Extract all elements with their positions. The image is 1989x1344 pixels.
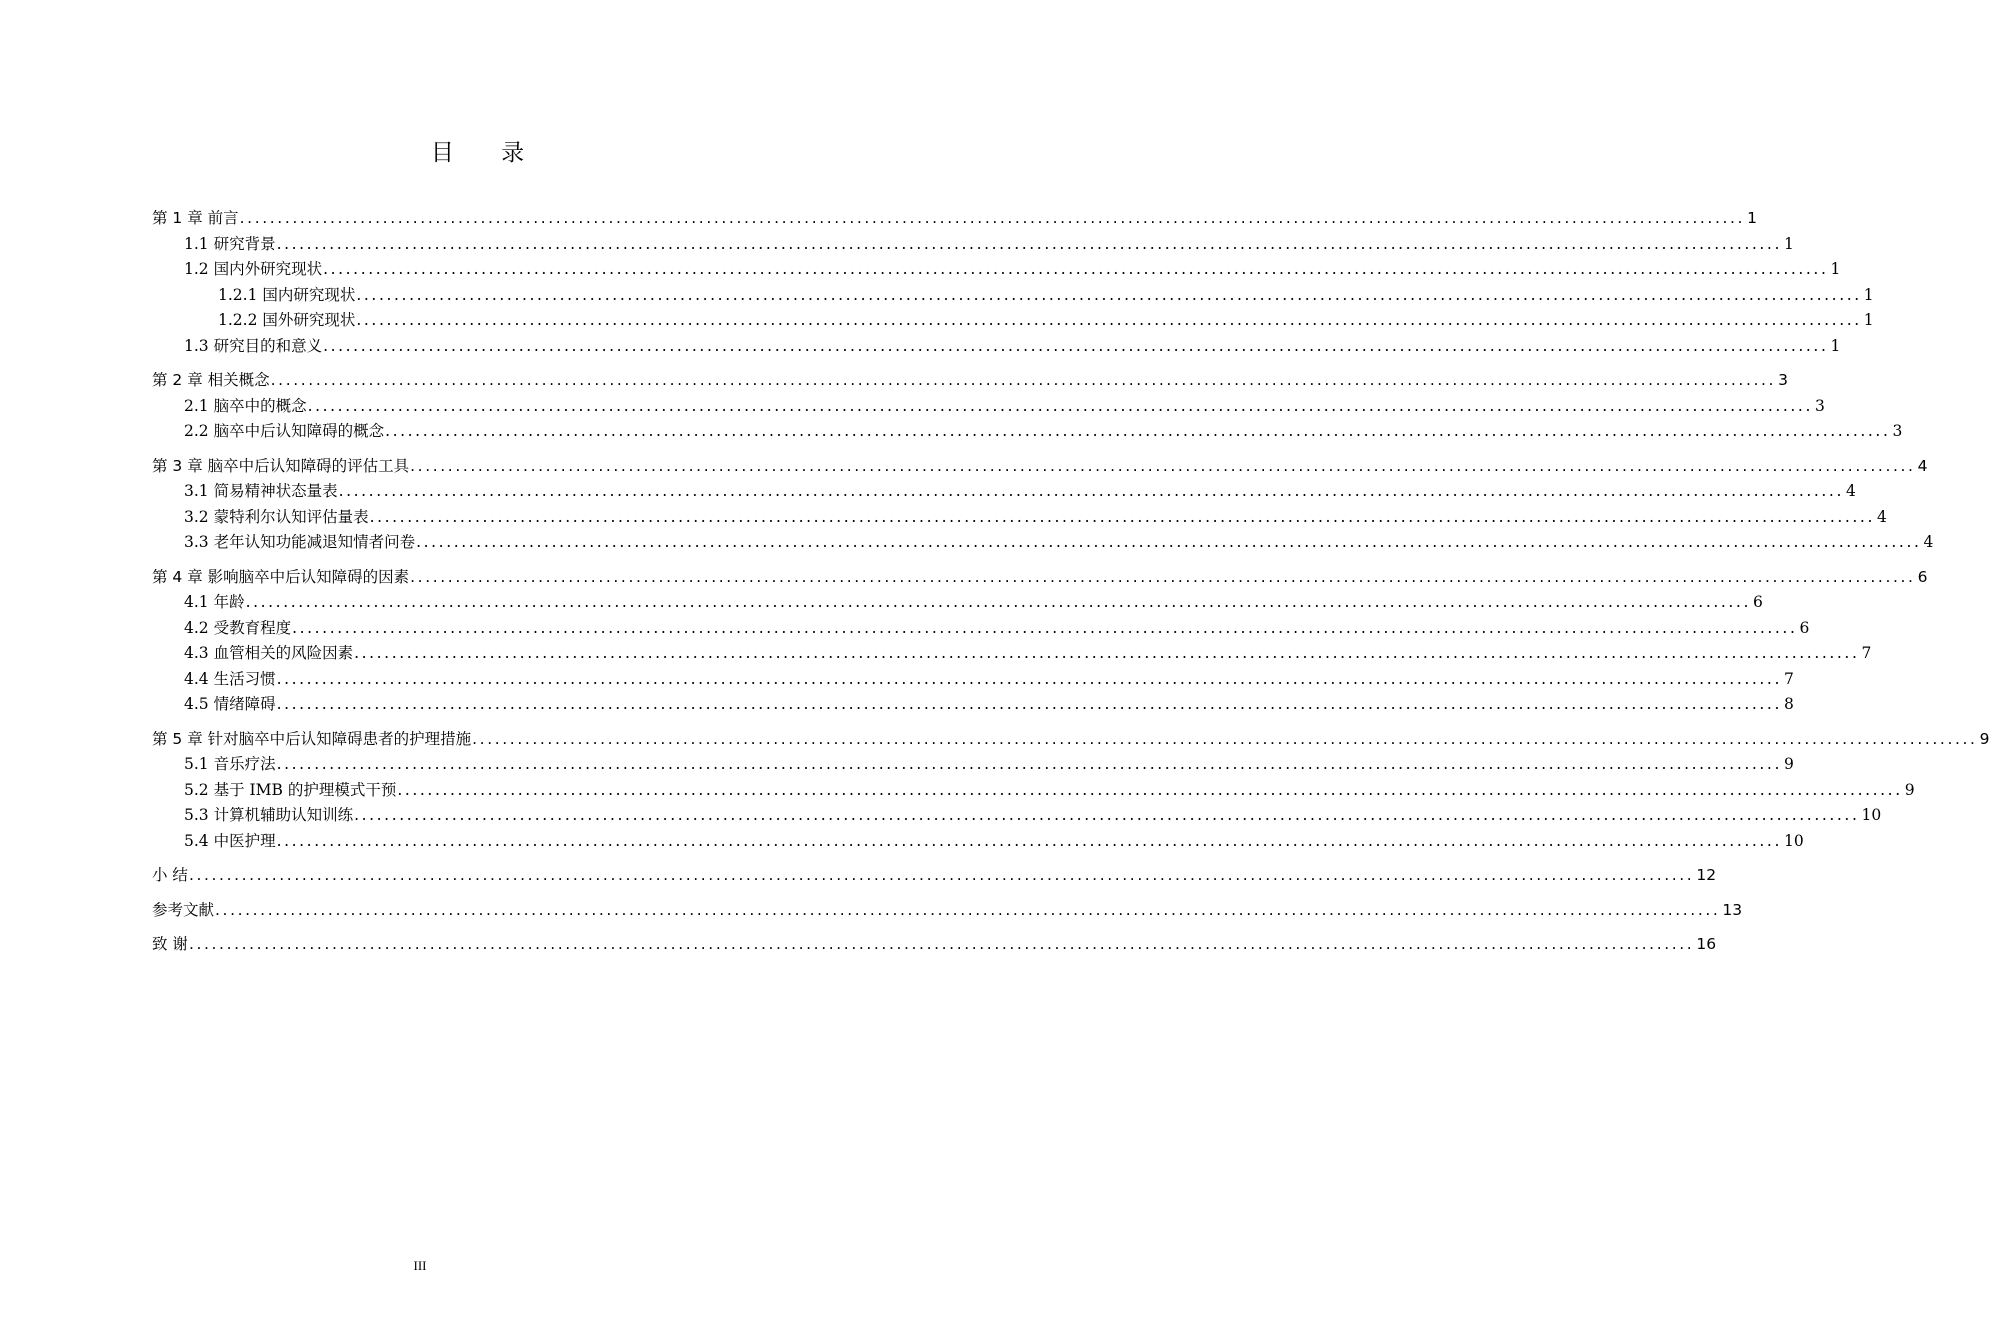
toc-label: 5.4 中医护理 [184,831,276,850]
toc-entry-summary[interactable] [152,863,1717,889]
toc-entry-section[interactable] [152,334,1841,360]
leader-dots: ........................................................................................................................................................................................................ [215,900,1721,919]
toc-label: 4.4 生活习惯 [184,669,276,688]
toc-page-number: 9 [1904,780,1915,799]
toc-page-number: 10 [1783,831,1804,850]
leader-dots: ........................................................................................................................................................................................................ [276,755,1782,773]
table-of-contents [152,206,1989,958]
toc-label: 5.2 基于 IMB 的护理模式干预 [184,780,397,799]
toc-entry-section[interactable] [152,829,1804,855]
toc-page-number: 16 [1696,935,1717,953]
leader-dots: ........................................................................................................................................................................................................ [307,396,1813,415]
leader-dots: ........................................................................................................................................................................................................ [276,234,1782,253]
toc-entry-references[interactable] [152,898,1743,924]
toc-entry-section[interactable] [152,479,1856,505]
toc-label: 4.2 受教育程度 [184,618,292,637]
leader-dots: ........................................................................................................................................................................................................ [354,806,1860,824]
toc-label: 1.1 研究背景 [184,234,276,253]
toc-entry-section[interactable] [152,667,1794,693]
toc-label: 2.2 脑卒中后认知障碍的概念 [184,422,385,440]
toc-label: 第 5 章 针对脑卒中后认知障碍患者的护理措施 [152,729,472,748]
toc-page-number: 1 [1783,234,1794,253]
toc-page-number: 6 [1799,618,1810,637]
toc-label: 第 2 章 相关概念 [152,371,270,389]
toc-entry-section[interactable] [152,530,1934,556]
toc-entry-chapter[interactable] [152,727,1989,753]
leader-dots: ........................................................................................................................................................................................................ [356,285,1862,304]
toc-page-number: 1 [1747,209,1757,227]
toc-entry-section[interactable] [152,803,1882,829]
toc-label: 1.2 国内外研究现状 [184,260,323,278]
toc-entry-section[interactable] [152,590,1763,616]
toc-page-number: 13 [1722,900,1743,919]
toc-entry-section[interactable] [152,232,1794,258]
toc-label: 第 4 章 影响脑卒中后认知障碍的因素 [152,567,410,586]
toc-label: 第 1 章 前言 [152,209,239,227]
toc-page-number: 7 [1783,669,1794,688]
toc-label: 1.2.1 国内研究现状 [218,285,356,304]
toc-label: 5.3 计算机辅助认知训练 [184,806,354,824]
toc-entry-section[interactable] [152,692,1794,718]
toc-entry-section[interactable] [152,505,1887,531]
toc-label: 3.1 简易精神状态量表 [184,482,338,500]
toc-entry-section[interactable] [152,257,1841,283]
toc-label: 小 结 [152,866,188,884]
toc-page-number: 9 [1783,755,1794,773]
toc-label: 致 谢 [152,935,188,953]
leader-dots: ........................................................................................................................................................................................................ [270,371,1777,389]
toc-page-number: 4 [1845,482,1856,500]
toc-entry-section[interactable] [152,778,1915,804]
toc-page-number: 4 [1917,456,1928,475]
toc-entry-section[interactable] [152,641,1872,667]
leader-dots: ........................................................................................................................................................................................................ [472,729,1978,748]
leader-dots: ........................................................................................................................................................................................................ [323,260,1829,278]
toc-label: 3.3 老年认知功能减退知情者问卷 [184,533,416,551]
toc-label: 参考文献 [152,900,215,919]
leader-dots: ........................................................................................................................................................................................................ [188,935,1695,953]
toc-label: 4.1 年龄 [184,593,245,611]
toc-label: 第 3 章 脑卒中后认知障碍的评估工具 [152,456,410,475]
page-number-footer: III [413,1258,427,1273]
toc-page-number: 3 [1778,371,1788,389]
toc-label: 4.3 血管相关的风险因素 [184,644,354,662]
toc-entry-section[interactable] [152,616,1810,642]
toc-entry-subsection[interactable] [152,283,1874,309]
toc-page-number: 4 [1876,507,1887,526]
toc-page-number: 3 [1814,396,1825,415]
toc-entry-subsection[interactable] [152,308,1874,334]
toc-entry-chapter[interactable] [152,454,1928,480]
leader-dots: ........................................................................................................................................................................................................ [239,209,1746,227]
toc-page-number: 1 [1863,285,1874,304]
leader-dots: ........................................................................................................................................................................................................ [188,866,1695,884]
toc-entry-section[interactable] [152,394,1825,420]
leader-dots: ........................................................................................................................................................................................................ [354,644,1860,662]
toc-page-number: 6 [1752,593,1763,611]
leader-dots: ........................................................................................................................................................................................................ [369,507,1875,526]
page-title: 目 录 [430,140,545,166]
leader-dots: ........................................................................................................................................................................................................ [292,618,1798,637]
toc-entry-chapter[interactable] [152,368,1788,394]
leader-dots: ........................................................................................................................................................................................................ [338,482,1844,500]
leader-dots: ........................................................................................................................................................................................................ [245,593,1751,611]
toc-label: 5.1 音乐疗法 [184,755,276,773]
toc-page-number: 7 [1861,644,1872,662]
toc-page-number: 1 [1830,336,1841,355]
toc-page-number: 3 [1892,422,1903,440]
leader-dots: ........................................................................................................................................................................................................ [416,533,1922,551]
toc-page-number: 1 [1863,311,1874,329]
toc-entry-acknowledgements[interactable] [152,932,1717,958]
leader-dots: ........................................................................................................................................................................................................ [410,456,1916,475]
toc-page-number: 9 [1979,729,1989,748]
toc-page-number: 10 [1861,806,1882,824]
toc-entry-section[interactable] [152,752,1794,778]
leader-dots: ........................................................................................................................................................................................................ [397,780,1903,799]
toc-page-number: 8 [1783,695,1794,713]
leader-dots: ........................................................................................................................................................................................................ [385,422,1891,440]
leader-dots: ........................................................................................................................................................................................................ [356,311,1862,329]
leader-dots: ........................................................................................................................................................................................................ [276,695,1782,713]
leader-dots: ........................................................................................................................................................................................................ [323,336,1829,355]
leader-dots: ........................................................................................................................................................................................................ [276,669,1782,688]
toc-page-number: 12 [1696,866,1717,884]
toc-label: 2.1 脑卒中的概念 [184,396,307,415]
toc-entry-chapter[interactable] [152,565,1928,591]
toc-label: 1.2.2 国外研究现状 [218,311,356,329]
toc-page-number: 4 [1923,533,1934,551]
toc-entry-chapter[interactable] [152,206,1757,232]
toc-label: 3.2 蒙特利尔认知评估量表 [184,507,369,526]
toc-page-number: 1 [1830,260,1841,278]
leader-dots: ........................................................................................................................................................................................................ [276,831,1782,850]
toc-page-number: 6 [1917,567,1928,586]
toc-label: 1.3 研究目的和意义 [184,336,323,355]
leader-dots: ........................................................................................................................................................................................................ [410,567,1916,586]
toc-label: 4.5 情绪障碍 [184,695,276,713]
toc-entry-section[interactable] [152,419,1903,445]
